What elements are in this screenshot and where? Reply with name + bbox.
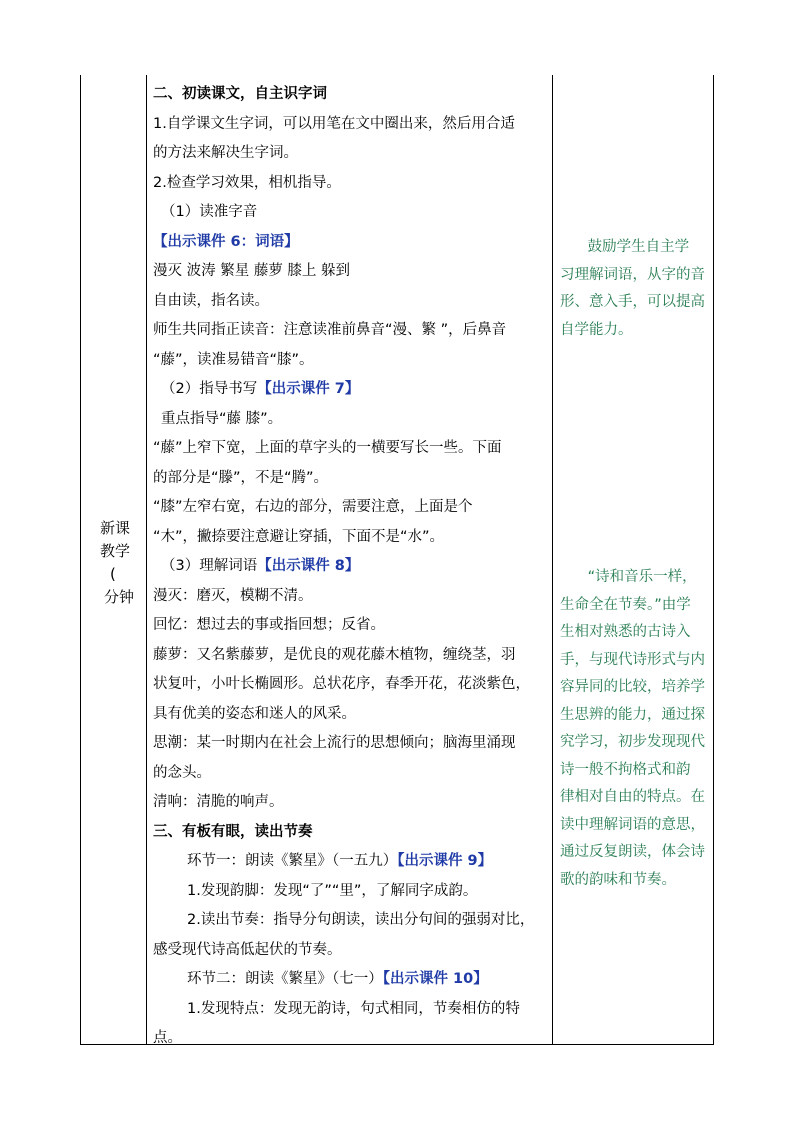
content-line [153, 257, 553, 287]
section-label-line: 新课 [100, 519, 131, 537]
note-line: 律相对自由的特点。在 [560, 789, 705, 805]
content-line [153, 995, 553, 1025]
content-line [153, 788, 553, 818]
content-text: 回忆：想过去的事或指回想；反省。 [153, 617, 385, 633]
content-text: 三、有板有眼，读出节奏 [153, 823, 313, 840]
content-text: （1）读准字音 [161, 204, 258, 220]
courseware-marker: 【出示课件 8】 [257, 558, 360, 574]
content-text: “木”，撇捺要注意避让穿插，下面不是“水”。 [153, 528, 445, 545]
content-text: （3）理解词语 [161, 558, 258, 574]
content-line [153, 316, 553, 346]
courseware-marker: 【出示课件 6：词语】 [153, 233, 299, 250]
content-text: 状复叶，小叶长椭圆形。总状花序，春季开花，花淡紫色， [153, 676, 530, 692]
note-line: 生思辨的能力，通过探 [560, 706, 705, 723]
table-border-right [713, 75, 714, 1045]
content-text: 点。 [153, 1030, 182, 1046]
note-line: 读中理解词语的意思， [560, 816, 705, 833]
content-text: 的方法来解决生字词。 [153, 145, 298, 161]
note-line: 鼓励学生自主学 [560, 239, 690, 255]
content-line [153, 936, 553, 966]
content-text: 环节一：朗读《繁星》（一五九） [187, 853, 398, 869]
note-line: 通过反复朗读，体会诗 [560, 844, 705, 860]
note-line: 生相对熟悉的古诗入 [560, 624, 691, 640]
content-text: 的念头。 [153, 764, 211, 781]
content-text: 具有优美的姿态和迷人的风采。 [153, 705, 356, 722]
content-text: 清响：清脆的响声。 [153, 794, 284, 810]
design-note-rhythm [560, 564, 712, 894]
note-line: 手，与现代诗形式与内 [560, 651, 705, 668]
content-line [153, 346, 553, 376]
section-label-line: 教学 [100, 542, 131, 560]
content-line [153, 493, 553, 523]
content-line [153, 818, 553, 848]
content-line [153, 287, 553, 317]
content-text: 1.发现韵脚：发现“了”“里”，了解同字成韵。 [187, 882, 478, 899]
design-note-vocabulary [560, 234, 712, 344]
content-line [153, 552, 553, 582]
note-line: 歌的韵味和节奏。 [560, 871, 676, 888]
content-text: 1.自学课文生字词，可以用笔在文中圈出来，然后用合适 [153, 115, 515, 132]
content-text: 1.发现特点：发现无韵诗，句式相同，节奏相仿的特 [187, 1000, 520, 1017]
content-line [153, 110, 553, 140]
content-text: “藤”上窄下宽，上面的草字头的一横要写长一些。下面 [153, 440, 502, 456]
note-line: 容异同的比较，培养学 [560, 679, 705, 695]
courseware-marker: 【出示课件 9】 [397, 853, 493, 869]
content-line [153, 700, 553, 730]
content-line [153, 906, 553, 936]
content-line [153, 582, 553, 612]
content-line [153, 1024, 553, 1054]
courseware-marker: 【出示课件 7】 [257, 381, 360, 397]
note-line: 究学习，初步发现现代 [560, 734, 705, 750]
content-line [153, 877, 553, 907]
note-line: “诗和音乐一样， [560, 569, 697, 585]
content-line [153, 228, 553, 258]
content-text: 师生共同指正读音：注意读准前鼻音“漫、繁 ”，后鼻音 [153, 322, 507, 338]
content-text: 的部分是“滕”，不是“腾”。 [153, 469, 329, 486]
note-line: 生命全在节奏。”由学 [560, 596, 691, 613]
content-text: 重点指导“藤 膝”。 [161, 410, 283, 427]
courseware-marker: 【出示课件 10】 [382, 971, 488, 987]
content-text: 藤萝：又名紫藤萝，是优良的观花藤木植物，缠绕茎，羽 [153, 646, 516, 663]
content-line [153, 965, 553, 995]
note-line: 习理解词语，从字的音 [560, 266, 705, 283]
content-line [153, 80, 553, 110]
content-line [153, 670, 553, 700]
content-text: “藤”，读准易错音“膝”。 [153, 351, 314, 368]
section-label-line: ( [110, 565, 116, 583]
section-label [96, 517, 144, 609]
content-text: 二、初读课文，自主识字词 [153, 86, 327, 102]
content-text: 感受现代诗高低起伏的节奏。 [153, 941, 342, 958]
content-line [153, 169, 553, 199]
content-text: （2）指导书写 [161, 381, 258, 397]
content-text: 自由读，指名读。 [153, 292, 269, 309]
content-line [153, 464, 553, 494]
content-line [153, 641, 553, 671]
content-line [153, 523, 553, 553]
content-text: 漫灭：磨灭，模糊不清。 [153, 587, 313, 604]
teaching-content [153, 80, 553, 1054]
content-line [153, 847, 553, 877]
note-line: 诗一般不拘格式和韵 [560, 761, 691, 778]
content-text: “膝”左窄右宽，右边的部分，需要注意，上面是个 [153, 499, 473, 515]
column-divider-1 [146, 75, 147, 1045]
content-line [153, 139, 553, 169]
content-line [153, 434, 553, 464]
content-line [153, 375, 553, 405]
content-line [153, 729, 553, 759]
note-line: 自学能力。 [560, 321, 633, 338]
table-border-left [80, 75, 81, 1045]
content-line [153, 198, 553, 228]
content-text: 环节二：朗读《繁星》（七一） [187, 971, 383, 987]
content-line [153, 611, 553, 641]
content-text: 2.读出节奏：指导分句朗读，读出分句间的强弱对比， [187, 912, 535, 928]
note-line: 形、意入手，可以提高 [560, 294, 705, 310]
content-line [153, 759, 553, 789]
section-label-line: 分钟 [104, 588, 135, 606]
content-text: 2.检查学习效果，相机指导。 [153, 174, 341, 191]
content-text: 思潮：某一时期内在社会上流行的思想倾向；脑海里涌现 [153, 735, 516, 751]
content-text: 漫灭 波涛 繁星 藤萝 膝上 躲到 [153, 263, 351, 279]
content-line [153, 405, 553, 435]
